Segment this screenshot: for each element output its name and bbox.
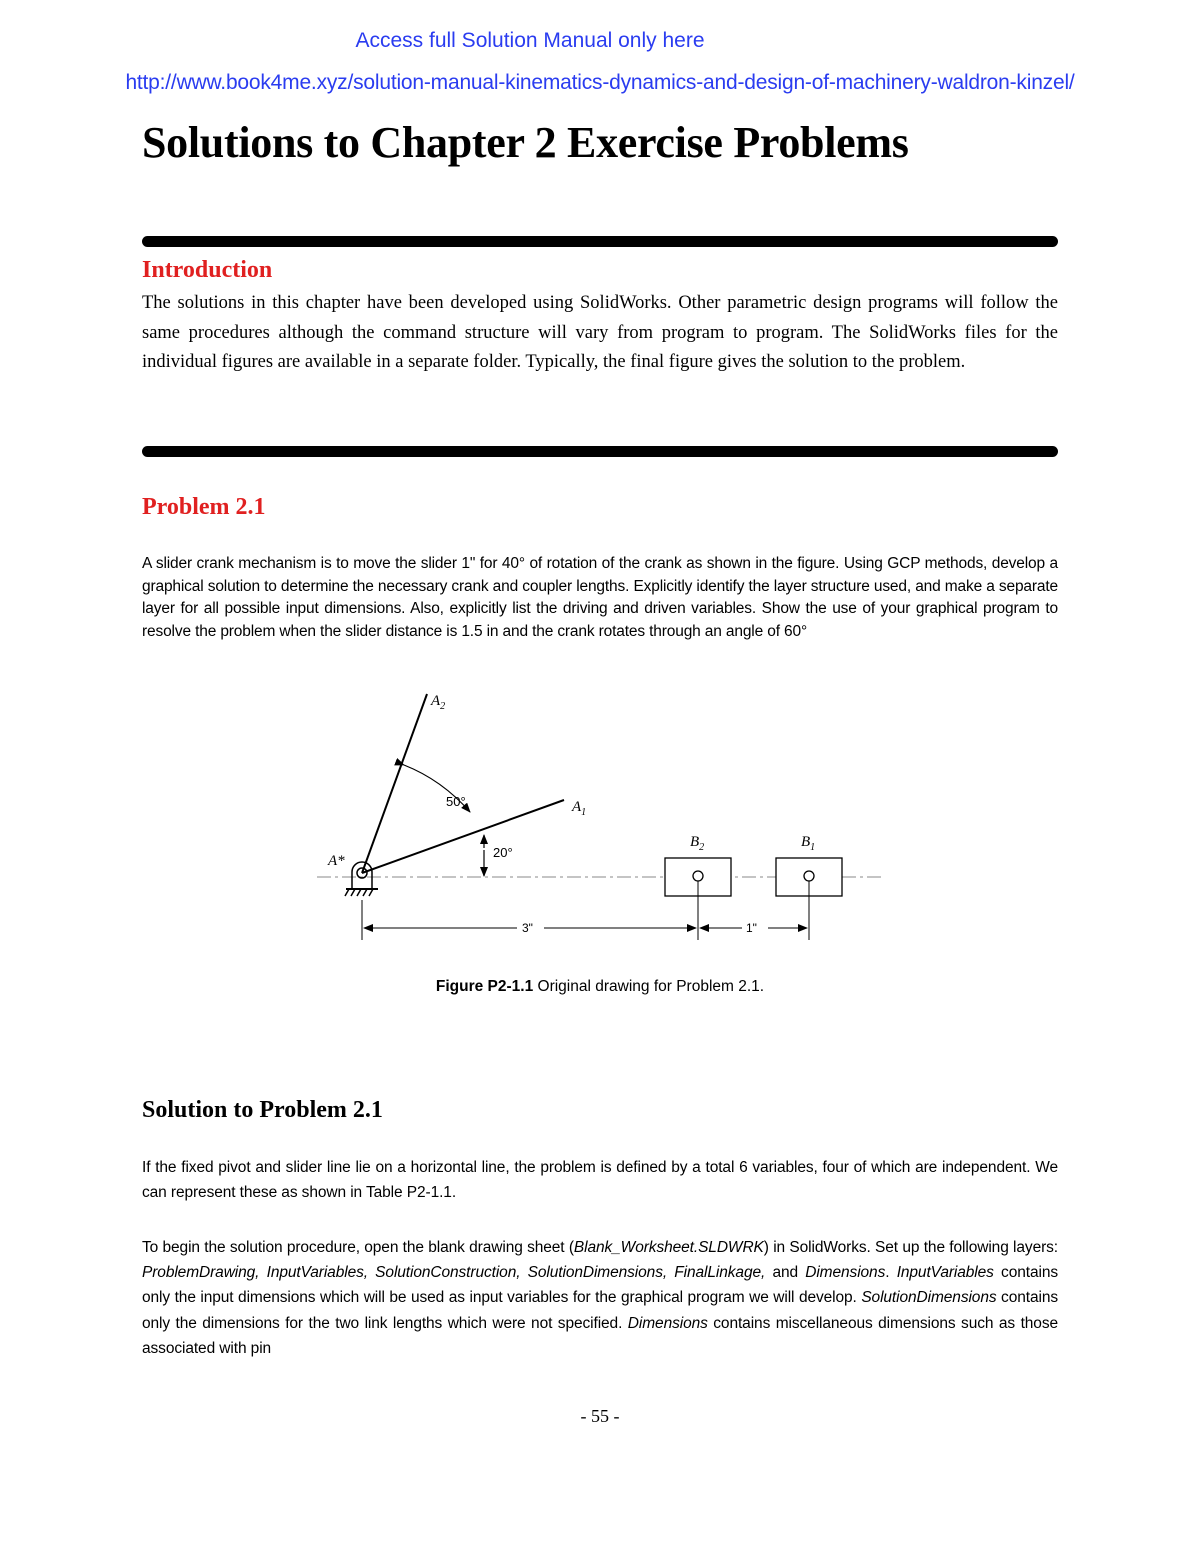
label-a2: A: [431, 693, 441, 709]
crank-position-a1: [362, 800, 564, 873]
layer-list: ProblemDrawing, InputVariables, SolutionConstruction, SolutionDimensions, FinalLinkage,: [142, 1264, 766, 1282]
problem-statement: A slider crank mechanism is to move the slider 1" for 40° of rotation of the crank as shown in the figure. Using GCP methods, develop a graphical solution to determine the necessary crank and coupler lengths. Explicitly identify the layer structure used, and make a separate layer for all possible input dimensions. Also, explicitly list the driving and driven variables. Show the use of your graphical program to resolve the problem when the slider distance is 1.5 in and the crank rotates through an angle of 60°: [142, 555, 1058, 640]
label-dim-1: 1": [746, 921, 757, 935]
layer-dimensions: Dimensions: [805, 1264, 886, 1282]
label-a1-sub: 1: [581, 807, 587, 818]
solution-manual-url[interactable]: http://www.book4me.xyz/solution-manual-kinematics-dynamics-and-design-of-machinery-waldron-kinzel/: [125, 71, 1075, 94]
label-b2-sub: 2: [699, 842, 705, 853]
label-dim-3: 3": [522, 921, 533, 935]
label-angle-20: 20°: [493, 845, 513, 860]
svg-text:A2: [430, 693, 445, 712]
layer-dimensions-2: Dimensions: [627, 1314, 708, 1332]
access-link[interactable]: Access full Solution Manual only here: [355, 29, 705, 52]
divider-top: [142, 236, 1058, 247]
label-a2-sub: 2: [440, 701, 446, 712]
label-b2: B: [690, 834, 700, 850]
divider-bottom: [142, 446, 1058, 457]
layer-input-variables: InputVariables: [896, 1264, 994, 1282]
figure-caption-text: Original drawing for Problem 2.1.: [533, 978, 765, 995]
ground-pivot: [345, 862, 378, 896]
file-name: Blank_Worksheet.SLDWRK: [573, 1239, 764, 1256]
label-b1: B: [801, 834, 811, 850]
solution-paragraph-1: If the fixed pivot and slider line lie on a horizontal line, the problem is defined by a total 6 variables, four of which are independent. We can represent these as shown in Table P2-1.1.: [142, 1159, 1058, 1202]
svg-text:B1: [801, 834, 815, 853]
problem-heading: Problem 2.1: [142, 494, 266, 520]
figure-caption-label: Figure P2-1.1: [435, 978, 534, 995]
introduction-heading: Introduction: [142, 257, 273, 283]
introduction-paragraph: The solutions in this chapter have been developed using SolidWorks. Other parametric design programs will follow the same procedures although the command structure will vary from program to program. The SolidWorks files for the individual figures are available in a separate folder. Typically, the final figure gives the solution to the problem.: [142, 293, 1058, 373]
svg-text:B2: [690, 834, 704, 853]
solution-heading: Solution to Problem 2.1: [142, 1097, 383, 1123]
label-a1: A: [572, 799, 582, 815]
label-a-star: A*: [328, 853, 345, 869]
page-number: - 55 -: [580, 1406, 620, 1426]
svg-text:A1: [571, 799, 586, 818]
crank-position-a2: [362, 694, 427, 873]
label-b1-sub: 1: [810, 842, 816, 853]
page-title: Solutions to Chapter 2 Exercise Problems: [142, 118, 909, 167]
slider-crank-figure: [312, 690, 892, 950]
label-angle-50: 50°: [446, 794, 466, 809]
figure-caption: [0, 978, 1200, 996]
layer-solution-dimensions: SolutionDimensions: [861, 1289, 997, 1307]
solution-paragraph-2: To begin the solution procedure, open the blank drawing sheet (Blank_Worksheet.SLDWRK) in SolidWorks. Set up the following layers: ProblemDrawing, InputVariables, SolutionConstruction, SolutionDimensions, FinalLinkage, and Dimensions. InputVariables contains only the input dimensions which will be used as input variables for the graphical program we will develop. SolutionDimensions contains only the dimensions for the two link lengths which were not specified. Dimensions contains miscellaneous dimensions such as those associated with pin: [142, 1239, 1059, 1357]
